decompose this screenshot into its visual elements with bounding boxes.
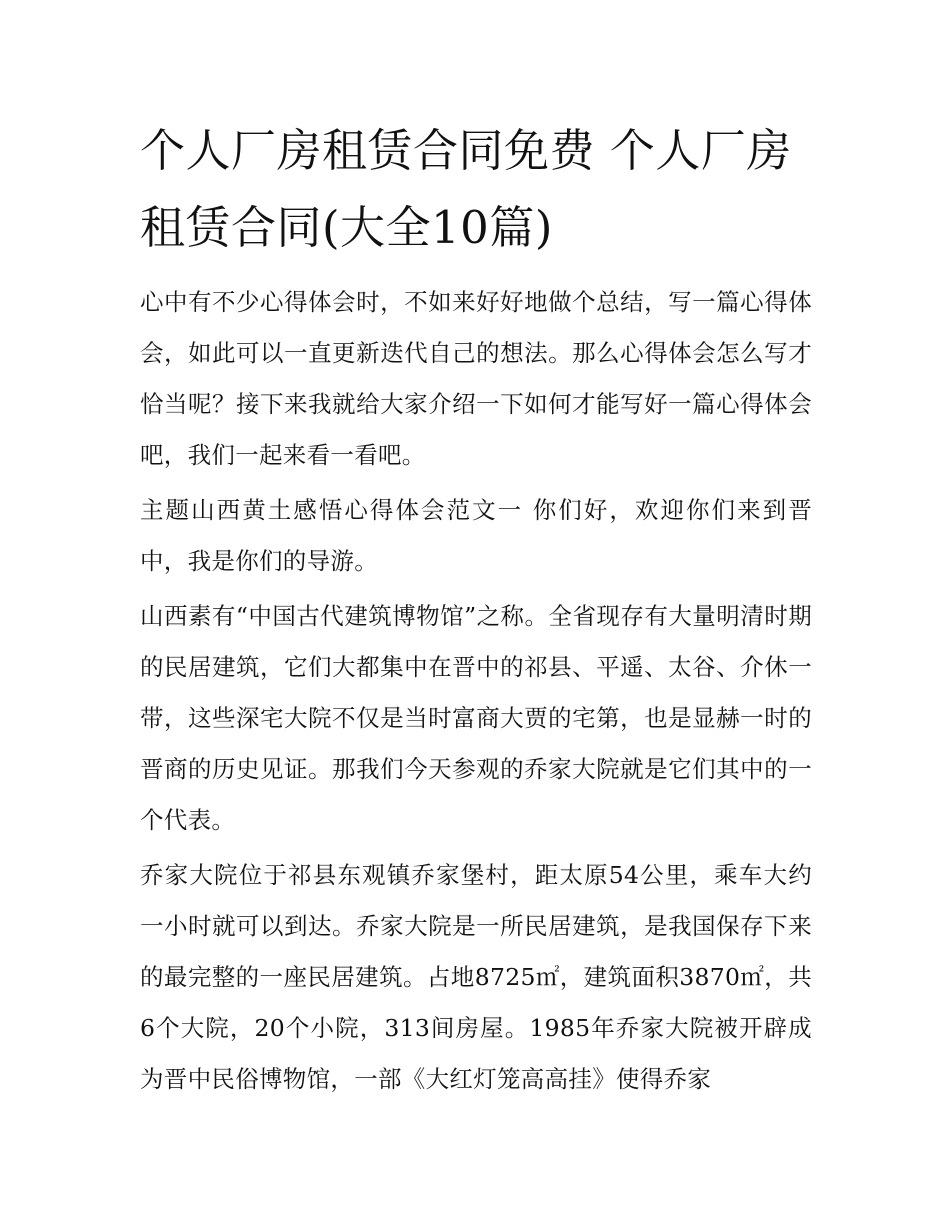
paragraph-shanxi-architecture: 山西素有“中国古代建筑博物馆”之称。全省现存有大量明清时期的民居建筑，它们大都集中在晋中的祁县、平遥、太谷、介休一带，这些深宅大院不仅是当时富商大贾的宅第，也是显赫一时的晋商的历史见证。那我们今天参观的乔家大院就是它们其中的一个代表。 bbox=[140, 602, 812, 834]
document-body bbox=[140, 277, 812, 1109]
paragraph-qiao-family-compound: 乔家大院位于祁县东观镇乔家堡村，距太原54公里，乘车大约一小时就可以到达。乔家大院是一所民居建筑，是我国保存下来的最完整的一座民居建筑。占地8725㎡，建筑面积3870㎡，共6个大院，20个小院，313间房屋。1985年乔家大院被开辟成为晋中民俗博物馆，一部《大红灯笼高高挂》使得乔家 bbox=[140, 861, 812, 1093]
document-title: 个人厂房租赁合同免费 个人厂房租赁合同(大全10篇) bbox=[140, 124, 792, 254]
paragraph-intro: 心中有不少心得体会时，不如来好好地做个总结，写一篇心得体会，如此可以一直更新迭代自己的想法。那么心得体会怎么写才恰当呢？接下来我就给大家介绍一下如何才能写好一篇心得体会吧，我们一起来看一看吧。 bbox=[140, 288, 812, 469]
paragraph-greeting: 主题山西黄土感悟心得体会范文一 你们好，欢迎你们来到晋中，我是你们的导游。 bbox=[140, 496, 812, 575]
